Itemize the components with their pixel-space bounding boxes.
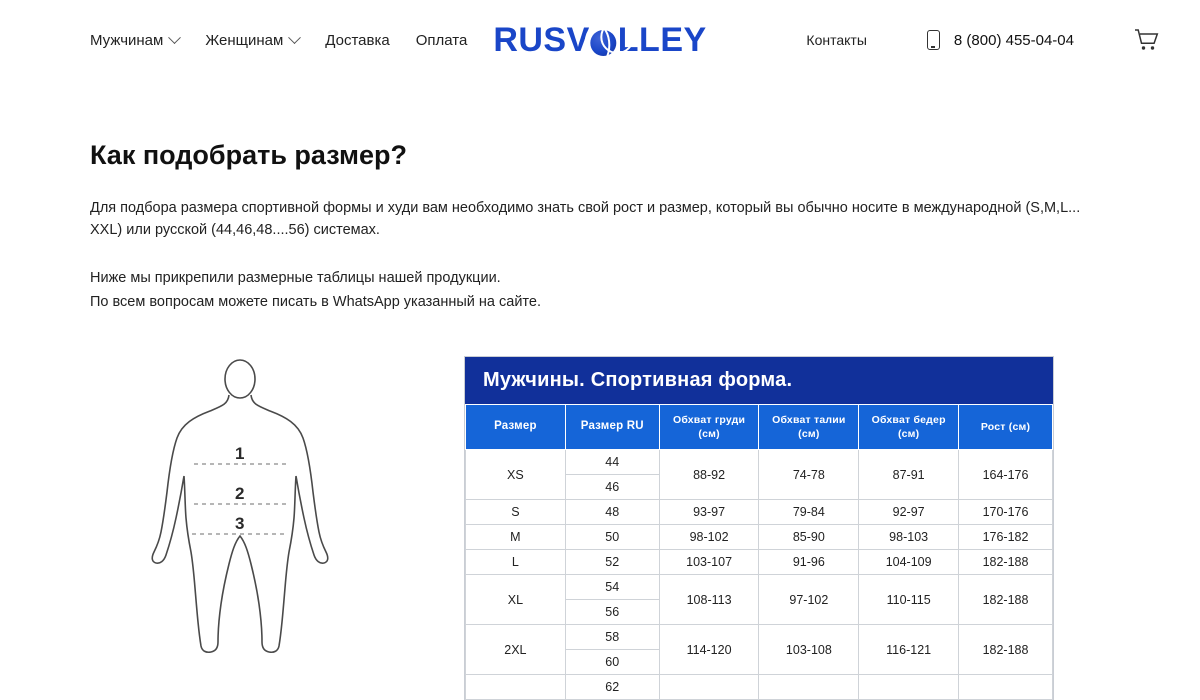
cell-height: 182-188 (959, 575, 1053, 625)
mobile-phone-icon (927, 30, 940, 50)
phone-block[interactable] (927, 30, 1074, 50)
cell-size: XL (466, 575, 566, 625)
table-row (466, 575, 1053, 600)
col-header-waist: Обхват талии (см) (759, 405, 859, 450)
note-paragraph (90, 267, 1110, 314)
size-table-title: Мужчины. Спортивная форма. (465, 357, 1053, 404)
note-line-2: По всем вопросам можете писать в WhatsApp указанный на сайте. (90, 293, 541, 310)
table-row (466, 525, 1053, 550)
col-header-height: Рост (см) (959, 405, 1053, 450)
nav-item-label: Оплата (415, 31, 468, 49)
cell-height: 164-176 (959, 450, 1053, 500)
cell-size-ru: 44 (565, 450, 659, 475)
col-header-size-ru: Размер RU (565, 405, 659, 450)
cell-waist: 97-102 (759, 575, 859, 625)
cell-size-ru: 58 (565, 625, 659, 650)
cell-waist: 74-78 (759, 450, 859, 500)
table-header-row (466, 405, 1053, 450)
cell-hips: 104-109 (859, 550, 959, 575)
cell-chest (659, 675, 759, 700)
main-navigation (90, 32, 467, 49)
cell-size (466, 675, 566, 700)
measurement-label-1: 1 (235, 444, 245, 464)
table-row (466, 550, 1053, 575)
table-row (466, 675, 1053, 700)
cell-height: 182-188 (959, 550, 1053, 575)
size-table-grid (465, 404, 1053, 700)
intro-paragraph: Для подбора размера спортивной формы и худи вам необходимо знать свой рост и размер, который вы обычно носите в международной (S,M,L... XXL) или русской (44,46,48....56) системах. (90, 200, 1081, 239)
site-header (0, 0, 1200, 80)
cell-hips: 92-97 (859, 500, 959, 525)
cell-chest: 108-113 (659, 575, 759, 625)
cell-chest: 103-107 (659, 550, 759, 575)
cell-size: 2XL (466, 625, 566, 675)
cell-height: 182-188 (959, 625, 1053, 675)
size-guide-section (0, 356, 1200, 700)
cell-height: 176-182 (959, 525, 1053, 550)
cell-size-ru: 48 (565, 500, 659, 525)
logo-text-after: LLEY (617, 20, 707, 59)
cell-hips: 98-103 (859, 525, 959, 550)
cell-size-ru: 52 (565, 550, 659, 575)
cell-size-ru: 62 (565, 675, 659, 700)
cell-size: M (466, 525, 566, 550)
nav-item-label: Мужчинам (90, 31, 164, 49)
cell-waist: 79-84 (759, 500, 859, 525)
measurement-label-3: 3 (235, 514, 245, 534)
table-row (466, 625, 1053, 650)
cell-size-ru: 54 (565, 575, 659, 600)
cell-hips (859, 675, 959, 700)
size-table (464, 356, 1054, 700)
col-header-chest: Обхват груди (см) (659, 405, 759, 450)
body-measurement-figure (90, 356, 400, 656)
table-row (466, 450, 1053, 475)
nav-item-men[interactable] (90, 32, 179, 49)
col-header-size: Размер (466, 405, 566, 450)
chevron-down-icon (168, 31, 181, 44)
table-row (466, 500, 1053, 525)
cell-size-ru: 46 (565, 475, 659, 500)
volleyball-icon (591, 30, 617, 56)
cell-size-ru: 56 (565, 600, 659, 625)
cell-waist: 103-108 (759, 625, 859, 675)
nav-item-women[interactable] (205, 32, 299, 49)
cell-size-ru: 50 (565, 525, 659, 550)
cell-hips: 110-115 (859, 575, 959, 625)
chevron-down-icon (288, 31, 301, 44)
site-logo[interactable] (493, 21, 706, 60)
nav-item-payment[interactable] (416, 32, 468, 49)
page-content (0, 80, 1200, 314)
cell-waist: 91-96 (759, 550, 859, 575)
nav-item-label: Женщинам (205, 31, 284, 49)
human-silhouette-icon (90, 356, 390, 656)
nav-item-delivery[interactable] (325, 32, 389, 49)
cell-chest: 88-92 (659, 450, 759, 500)
cell-hips: 116-121 (859, 625, 959, 675)
cell-size-ru: 60 (565, 650, 659, 675)
cell-waist (759, 675, 859, 700)
cell-chest: 114-120 (659, 625, 759, 675)
cell-chest: 93-97 (659, 500, 759, 525)
header-right-group (806, 28, 1160, 52)
cell-height (959, 675, 1053, 700)
cell-size: S (466, 500, 566, 525)
cell-hips: 87-91 (859, 450, 959, 500)
cart-icon[interactable] (1134, 28, 1160, 52)
cell-height: 170-176 (959, 500, 1053, 525)
cell-waist: 85-90 (759, 525, 859, 550)
contacts-link[interactable]: Контакты (806, 32, 867, 48)
logo-text-before: RUSV (493, 20, 590, 59)
page-title: Как подобрать размер? (90, 140, 407, 170)
note-line-1: Ниже мы прикрепили размерные таблицы нашей продукции. (90, 270, 501, 287)
phone-number: 8 (800) 455-04-04 (953, 31, 1074, 49)
cell-size: L (466, 550, 566, 575)
cell-size: XS (466, 450, 566, 500)
col-header-hips: Обхват бедер (см) (859, 405, 959, 450)
measurement-label-2: 2 (235, 484, 245, 504)
cell-chest: 98-102 (659, 525, 759, 550)
nav-item-label: Доставка (325, 31, 390, 49)
